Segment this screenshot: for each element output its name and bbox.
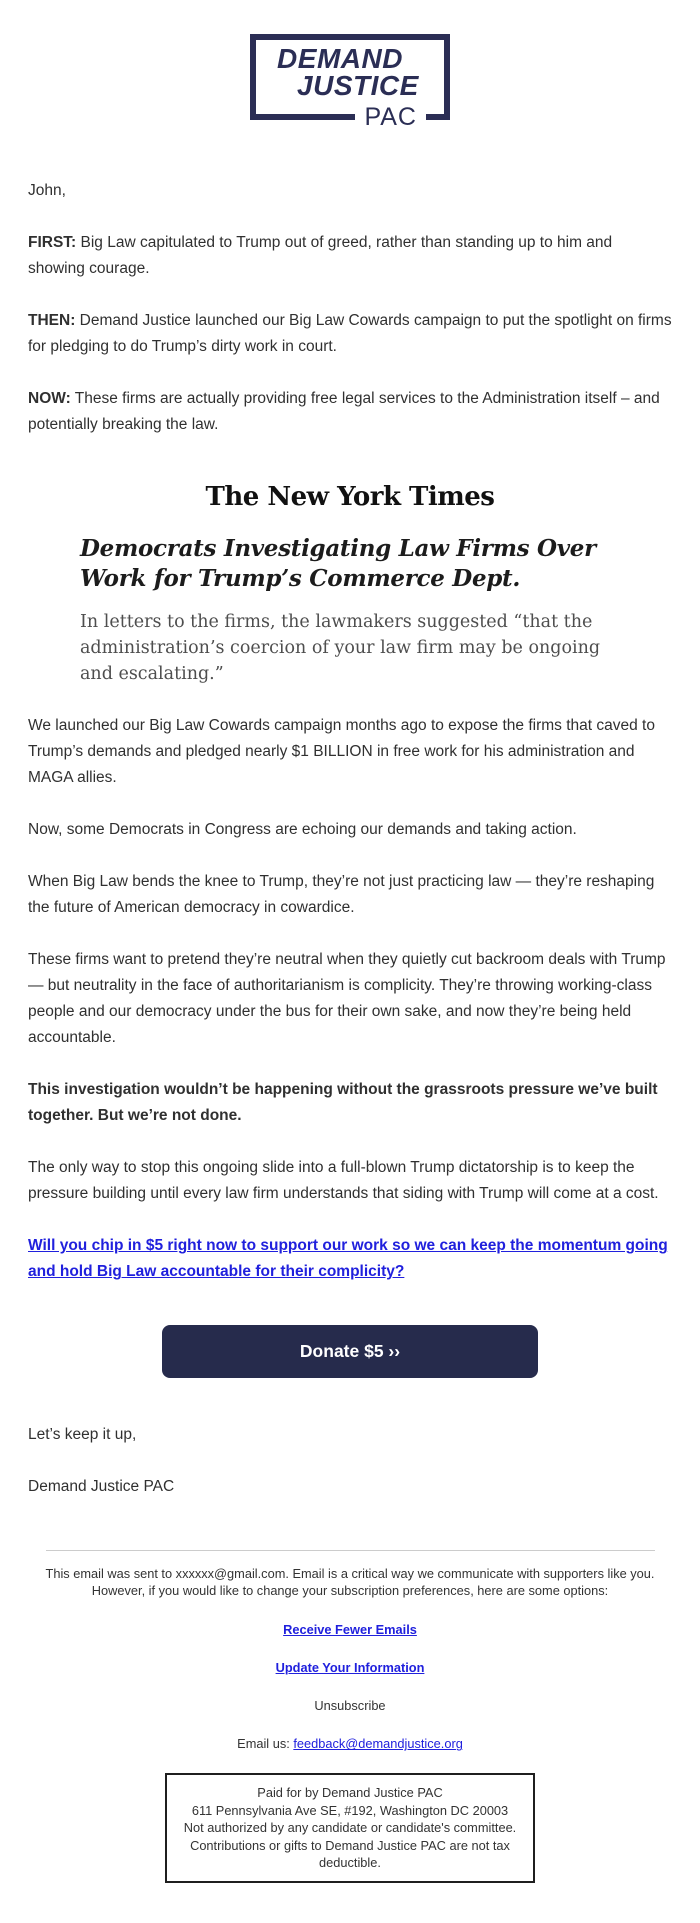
disclaimer-line-1: Paid for by Demand Justice PAC xyxy=(257,1785,443,1801)
intro-text-now: These firms are actually providing free legal services to the Administration itself – and potentially breaking the law. xyxy=(28,390,660,433)
sent-to-note: This email was sent to xxxxxx@gmail.com. Email is a critical way we communicate with supporters like you. However, if you would like to change your subscription preferences, here are some options: xyxy=(45,1566,655,1599)
signoff-line-1: Let’s keep it up, xyxy=(28,1426,137,1444)
email-us-label: Email us: xyxy=(237,1736,294,1752)
body-paragraph-2: Now, some Democrats in Congress are echoing our demands and taking action. xyxy=(28,821,577,839)
intro-text-then: Demand Justice launched our Big Law Cowards campaign to put the spotlight on firms for pledging to do Trump’s dirty work in court. xyxy=(28,312,672,355)
body-paragraph-1: We launched our Big Law Cowards campaign months ago to expose the firms that caved to Trump’s demands and pledged nearly $1 BILLION in free work for his administration and MAGA allies. xyxy=(28,717,655,787)
donate-button-row xyxy=(28,1325,672,1378)
greeting: John, xyxy=(28,182,66,199)
footer xyxy=(0,1565,700,1883)
intro-prefix-then: THEN: xyxy=(28,312,76,329)
disclaimer-line-2: 611 Pennsylvania Ave SE, #192, Washington DC 20003 xyxy=(191,1802,509,1818)
chip-in-link[interactable]: Will you chip in $5 right now to support our work so we can keep the momentum going and hold Big Law accountable for their complicity? xyxy=(28,1237,668,1281)
receive-fewer-emails-link[interactable]: Receive Fewer Emails xyxy=(283,1622,417,1638)
body-paragraph-4: These firms want to pretend they’re neutral when they quietly cut backroom deals with Trump — but neutrality in the face of authoritarianism is complicity. They’re throwing working-class people and our democracy under the bus for their own sake, and now they’re being held accountable. xyxy=(28,951,666,1047)
footer-row-fewer-emails xyxy=(44,1621,656,1638)
body-paragraph-bold xyxy=(28,1077,672,1129)
signoff-line-2: Demand Justice PAC xyxy=(28,1478,175,1496)
bold-emphasis-text: This investigation wouldn’t be happening without the grassroots pressure we’ve built together. But we’re not done. xyxy=(28,1081,658,1125)
header xyxy=(0,34,700,131)
nyt-masthead: The New York Times xyxy=(205,482,495,512)
demand-justice-pac-logo xyxy=(250,34,450,131)
body-paragraph-3: When Big Law bends the knee to Trump, they’re not just practicing law — they’re reshaping the future of American democracy in cowardice. xyxy=(28,873,655,917)
nyt-headline: Democrats Investigating Law Firms Over Work for Trump’s Commerce Dept. xyxy=(80,535,596,593)
intro-paragraph-first xyxy=(28,230,672,282)
logo-line-demand: DEMAND xyxy=(277,43,403,75)
logo-wordmark xyxy=(277,43,419,101)
nyt-article-clip xyxy=(28,484,672,687)
footer-divider xyxy=(46,1550,655,1551)
feedback-email-link[interactable]: feedback@demandjustice.org xyxy=(293,1736,463,1752)
footer-row-email-us xyxy=(44,1735,656,1752)
paid-for-disclaimer-box xyxy=(165,1773,535,1883)
disclaimer-line-3: Not authorized by any candidate or candidate's committee. xyxy=(183,1820,517,1836)
cta-paragraph xyxy=(28,1233,672,1285)
logo-pac-label: PAC xyxy=(355,105,426,130)
nyt-subheadline: In letters to the firms, the lawmakers suggested “that the administration’s coercion of your law firm may be ongoing and escalating.” xyxy=(80,611,601,685)
body-paragraph-final: The only way to stop this ongoing slide into a full-blown Trump dictatorship is to keep the pressure building until every law firm understands that siding with Trump will come at a cost. xyxy=(28,1159,659,1203)
intro-prefix-first: FIRST: xyxy=(28,234,77,251)
disclaimer-line-4: Contributions or gifts to Demand Justice PAC are not tax deductible. xyxy=(190,1837,510,1871)
message-content xyxy=(0,178,700,1500)
update-your-information-link[interactable]: Update Your Information xyxy=(275,1660,425,1676)
intro-prefix-now: NOW: xyxy=(28,390,71,407)
unsubscribe-text[interactable]: Unsubscribe xyxy=(314,1698,386,1714)
footer-row-update-info xyxy=(44,1659,656,1676)
intro-paragraph-now xyxy=(28,386,672,438)
intro-text-first: Big Law capitulated to Trump out of greed, rather than standing up to him and showing courage. xyxy=(28,234,613,277)
logo-line-justice: JUSTICE xyxy=(297,70,419,101)
intro-paragraph-then xyxy=(28,308,672,360)
donate-button[interactable]: Donate $5 ›› xyxy=(162,1325,538,1378)
